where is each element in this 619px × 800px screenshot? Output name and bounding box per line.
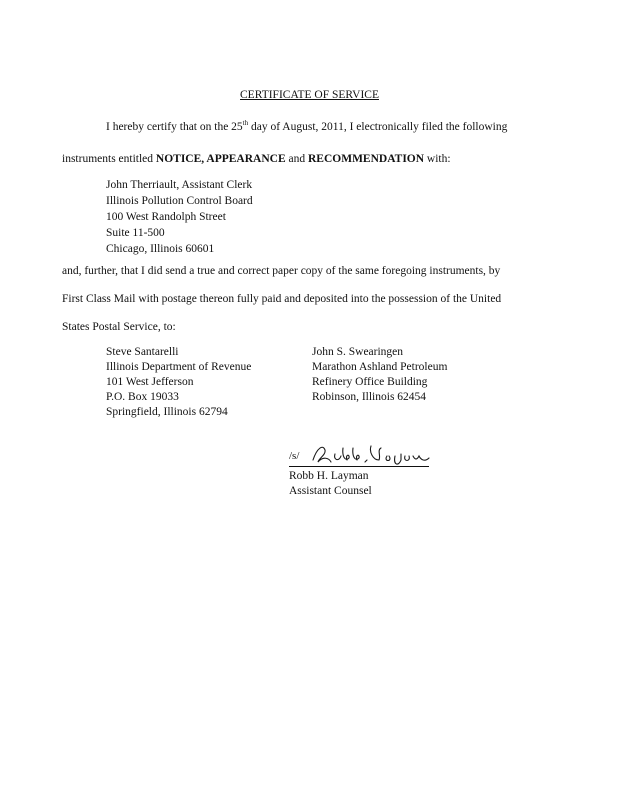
instruments-with: with: <box>424 153 451 165</box>
service-paragraph-line-2: First Class Mail with postage thereon fully paid and deposited into the possession of the United <box>62 293 502 305</box>
page-title: CERTIFICATE OF SERVICE <box>240 89 379 101</box>
cert-text-a: I hereby certify that on the 25 <box>106 121 243 133</box>
cert-text-b: day of August, 2011, I electronically filed the following <box>248 121 508 133</box>
address-line: Suite 11-500 <box>106 227 165 239</box>
address-line: Illinois Department of Revenue <box>106 361 252 373</box>
address-line: 101 West Jefferson <box>106 376 194 388</box>
service-address-left <box>106 345 251 420</box>
address-line: Marathon Ashland Petroleum <box>312 361 448 373</box>
address-line: John S. Swearingen <box>312 346 404 358</box>
signature-prefix: /s/ <box>289 450 300 462</box>
instruments-text: instruments entitled <box>62 153 156 165</box>
address-line: Springfield, Illinois 62794 <box>106 406 228 418</box>
service-address-right <box>312 345 447 405</box>
signer-title: Assistant Counsel <box>289 485 372 497</box>
signature-block <box>289 446 439 499</box>
address-line: P.O. Box 19033 <box>106 391 179 403</box>
address-line: 100 West Randolph Street <box>106 211 226 223</box>
signer-name: Robb H. Layman <box>289 470 369 482</box>
address-line: Refinery Office Building <box>312 376 428 388</box>
instruments-and: and <box>285 153 308 165</box>
handwritten-signature <box>309 440 434 468</box>
clerk-address-block <box>106 178 253 258</box>
address-line: Illinois Pollution Control Board <box>106 195 253 207</box>
instrument-names: NOTICE, APPEARANCE <box>155 153 286 165</box>
certification-line-1 <box>106 120 507 135</box>
certification-line-2 <box>62 152 451 167</box>
instrument-names-2: RECOMMENDATION <box>307 153 425 165</box>
cert-ordinal: th <box>242 119 249 128</box>
address-line: Robinson, Illinois 62454 <box>312 391 427 403</box>
address-line: Steve Santarelli <box>106 346 179 358</box>
service-paragraph-line-1: and, further, that I did send a true and correct paper copy of the same foregoing instruments, by <box>62 265 501 277</box>
service-paragraph-line-3: States Postal Service, to: <box>62 321 176 333</box>
signature-line <box>289 446 429 467</box>
address-line: Chicago, Illinois 60601 <box>106 243 215 255</box>
address-line: John Therriault, Assistant Clerk <box>106 179 253 191</box>
